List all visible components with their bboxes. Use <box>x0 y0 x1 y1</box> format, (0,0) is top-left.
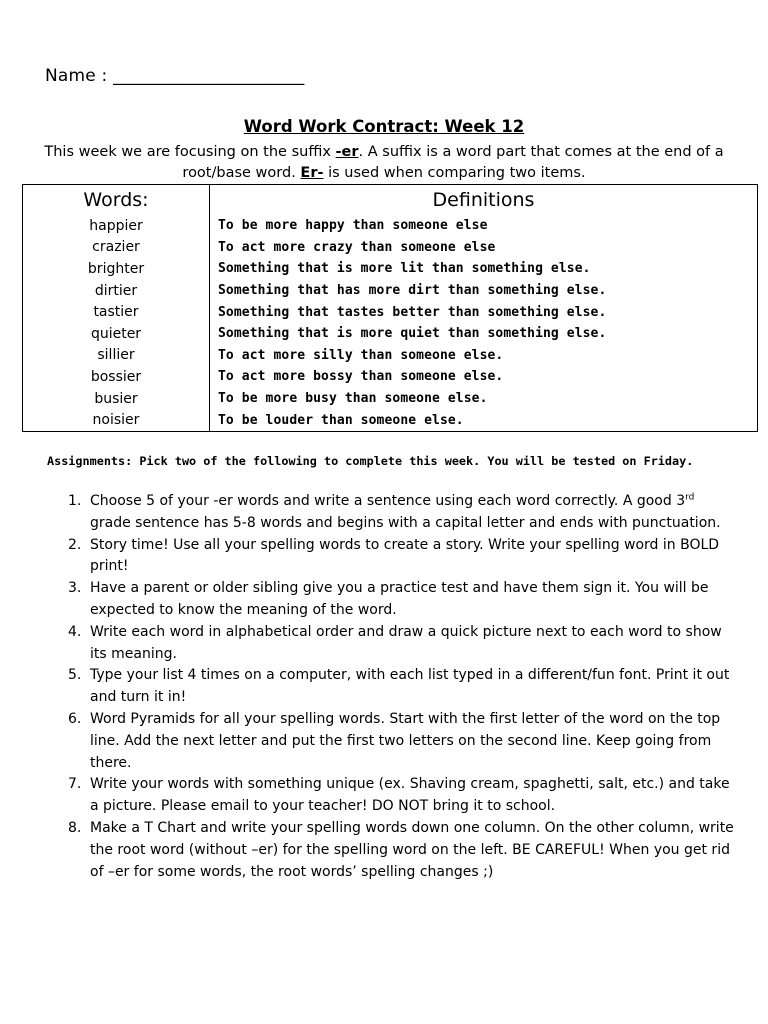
assignments-heading: Assignments: Pick two of the following to complete this week. You will be tested on Friday. <box>47 454 694 468</box>
intro-comparative: Er- <box>300 165 324 181</box>
intro-paragraph <box>40 142 728 184</box>
table-header-row <box>23 185 758 216</box>
definition-cell: Something that has more dirt than something else. <box>218 283 607 299</box>
word-cell: happier <box>23 215 210 237</box>
word-cell: brighter <box>23 258 210 280</box>
list-item <box>62 709 734 774</box>
word-cell: sillier <box>23 345 210 367</box>
table-row <box>23 345 758 367</box>
definition-cell: To be louder than someone else. <box>218 412 464 428</box>
definition-cell: To act more crazy than someone else <box>218 239 496 255</box>
item-number: 8. <box>68 819 82 836</box>
item-text: Word Pyramids for all your spelling words. Start with the first letter of the word on the top line. Add the next letter and put the first two letters on the second line. Keep going from there. <box>90 710 721 771</box>
item-text: Choose 5 of your -er words and write a sentence using each word correctly. A good 3 <box>90 493 686 509</box>
definition-cell: Something that is more lit than something else. <box>218 261 591 277</box>
item-number: 7. <box>68 776 82 793</box>
item-number: 3. <box>68 580 82 597</box>
definition-cell: To be more busy than someone else. <box>218 391 488 407</box>
word-cell: noisier <box>23 409 210 431</box>
definitions-header: Definitions <box>432 189 535 211</box>
table-row <box>23 301 758 323</box>
table-row <box>23 388 758 410</box>
item-number: 6. <box>68 710 82 727</box>
definition-cell: Something that tastes better than something else. <box>218 304 607 320</box>
item-text: Have a parent or older sibling give you a practice test and have them sign it. You will be expected to know the meaning of the word. <box>90 580 709 618</box>
table-row <box>23 409 758 431</box>
table-row <box>23 323 758 345</box>
page-title: Word Work Contract: Week 12 <box>243 117 525 136</box>
word-cell: bossier <box>23 366 210 388</box>
item-text: Make a T Chart and write your spelling words down one column. On the other column, write the root word (without –er) for the spelling word on the left. BE CAREFUL! When you get rid of –er for some words, the root words’ spelling changes ;) <box>90 819 734 880</box>
table-row <box>23 366 758 388</box>
word-cell: crazier <box>23 237 210 259</box>
table-row <box>23 280 758 302</box>
intro-suffix: -er <box>335 144 359 160</box>
item-text-continued: grade sentence has 5-8 words and begins with a capital letter and ends with punctuation. <box>90 514 721 531</box>
list-item <box>62 535 734 579</box>
item-number: 5. <box>68 667 82 684</box>
definition-cell: Something that is more quiet than something else. <box>218 326 607 342</box>
table-row <box>23 215 758 237</box>
list-item <box>62 665 734 709</box>
table-row <box>23 237 758 259</box>
intro-part1: This week we are focusing on the suffix <box>44 144 336 160</box>
intro-part3: is used when comparing two items. <box>323 165 586 181</box>
definition-cell: To be more happy than someone else <box>218 218 488 234</box>
word-cell: tastier <box>23 301 210 323</box>
words-header: Words: <box>23 185 210 216</box>
list-item <box>62 622 734 666</box>
item-text: Write your words with something unique (ex. Shaving cream, spaghetti, salt, etc.) and take a picture. Please email to your teacher! DO NOT bring it to school. <box>90 776 730 815</box>
definition-cell: To act more bossy than someone else. <box>218 369 504 385</box>
list-item <box>62 578 734 622</box>
definition-cell: To act more silly than someone else. <box>218 347 504 363</box>
intro-part2: . A suffix is a word part that comes at the end of a root/base word. <box>182 144 724 181</box>
table-row <box>23 258 758 280</box>
word-cell: quieter <box>23 323 210 345</box>
list-item <box>62 774 734 818</box>
item-number: 2. <box>68 536 82 553</box>
name-line: Name : ______________________ <box>45 66 305 86</box>
item-text: Write each word in alphabetical order and draw a quick picture next to each word to show its meaning. <box>90 623 722 662</box>
list-item <box>62 491 734 535</box>
word-cell: busier <box>23 388 210 410</box>
word-cell: dirtier <box>23 280 210 302</box>
ordinal-superscript: rd <box>685 492 695 503</box>
item-text: Story time! Use all your spelling words to create a story. Write your spelling word in BOLD print! <box>90 536 720 575</box>
item-number: 4. <box>68 623 82 640</box>
word-definition-table <box>22 184 758 432</box>
item-text: Type your list 4 times on a computer, with each list typed in a different/fun font. Print it out and turn it in! <box>90 667 730 706</box>
list-item <box>62 818 734 883</box>
assignment-list <box>62 491 734 883</box>
item-number: 1. <box>68 493 82 509</box>
